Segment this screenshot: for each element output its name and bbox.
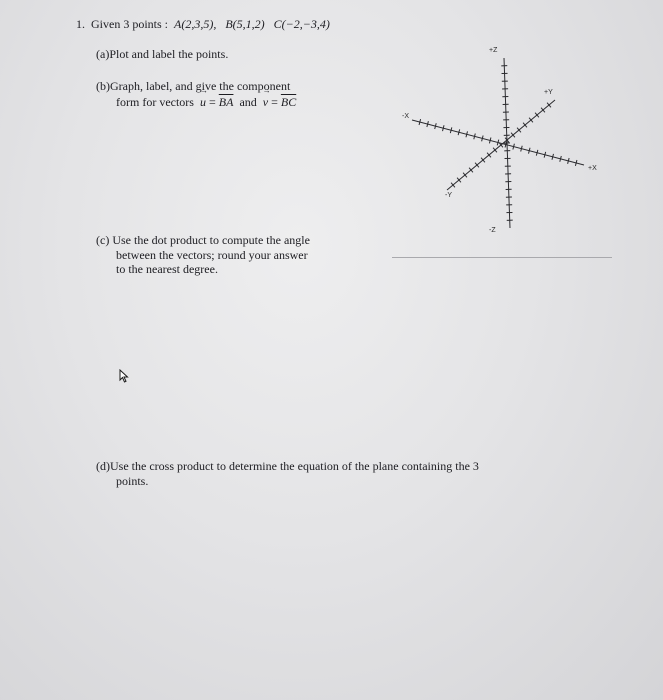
point-c: C(−2,−3,4) bbox=[273, 17, 330, 31]
part-b-line-1 bbox=[96, 79, 290, 94]
part-c-line3: to the nearest degree. bbox=[116, 262, 218, 276]
axes-diagram bbox=[395, 40, 615, 245]
part-d-line-2 bbox=[116, 474, 148, 489]
axis-label-px: +X bbox=[588, 165, 597, 172]
divider-line bbox=[392, 257, 612, 258]
part-a bbox=[96, 47, 228, 62]
axis-label-nx: -X bbox=[402, 113, 409, 120]
problem-intro: Given 3 points : bbox=[91, 17, 168, 31]
equals-2: = bbox=[271, 95, 278, 109]
part-c-letter: (c) bbox=[96, 233, 110, 247]
part-c-line-2 bbox=[116, 248, 308, 263]
part-c-line2: between the vectors; round your answer bbox=[116, 248, 308, 262]
point-b: B(5,1,2) bbox=[225, 17, 265, 31]
part-b-line1: Graph, label, and give the component bbox=[110, 79, 291, 93]
part-a-text: Plot and label the points. bbox=[109, 47, 229, 61]
vector-u: → u bbox=[200, 95, 206, 109]
problem-number: 1. bbox=[76, 17, 85, 31]
part-c-line-3 bbox=[116, 262, 218, 277]
part-a-letter: (a) bbox=[96, 47, 110, 61]
axis-label-nz: -Z bbox=[489, 227, 496, 234]
point-a: A(2,3,5), bbox=[174, 17, 217, 31]
part-d-line2: points. bbox=[116, 474, 149, 488]
axis-label-py: +Y bbox=[544, 89, 553, 96]
part-b-letter: (b) bbox=[96, 79, 110, 93]
part-d-letter: (d) bbox=[96, 459, 110, 473]
part-b-line2-prefix: form for vectors bbox=[116, 95, 194, 109]
axis-label-ny: -Y bbox=[445, 192, 452, 199]
and-word: and bbox=[239, 95, 257, 109]
vector-v: → v bbox=[263, 95, 268, 109]
vector-ba: $\overline{BA}$ bbox=[218, 95, 234, 109]
vector-bc: $\overline{BC}$ bbox=[280, 95, 297, 109]
mouse-cursor-icon bbox=[119, 369, 129, 383]
part-d-line-1 bbox=[96, 459, 479, 474]
equals-1: = bbox=[208, 95, 216, 109]
part-c-line1: Use the dot product to compute the angle bbox=[112, 233, 310, 247]
part-c-line-1 bbox=[96, 233, 310, 248]
axis-label-pz: +Z bbox=[489, 47, 498, 54]
problem-header bbox=[76, 17, 330, 32]
part-d-line1: Use the cross product to determine the equation of the plane containing the 3 bbox=[110, 459, 479, 473]
part-b-line-2 bbox=[116, 95, 296, 110]
